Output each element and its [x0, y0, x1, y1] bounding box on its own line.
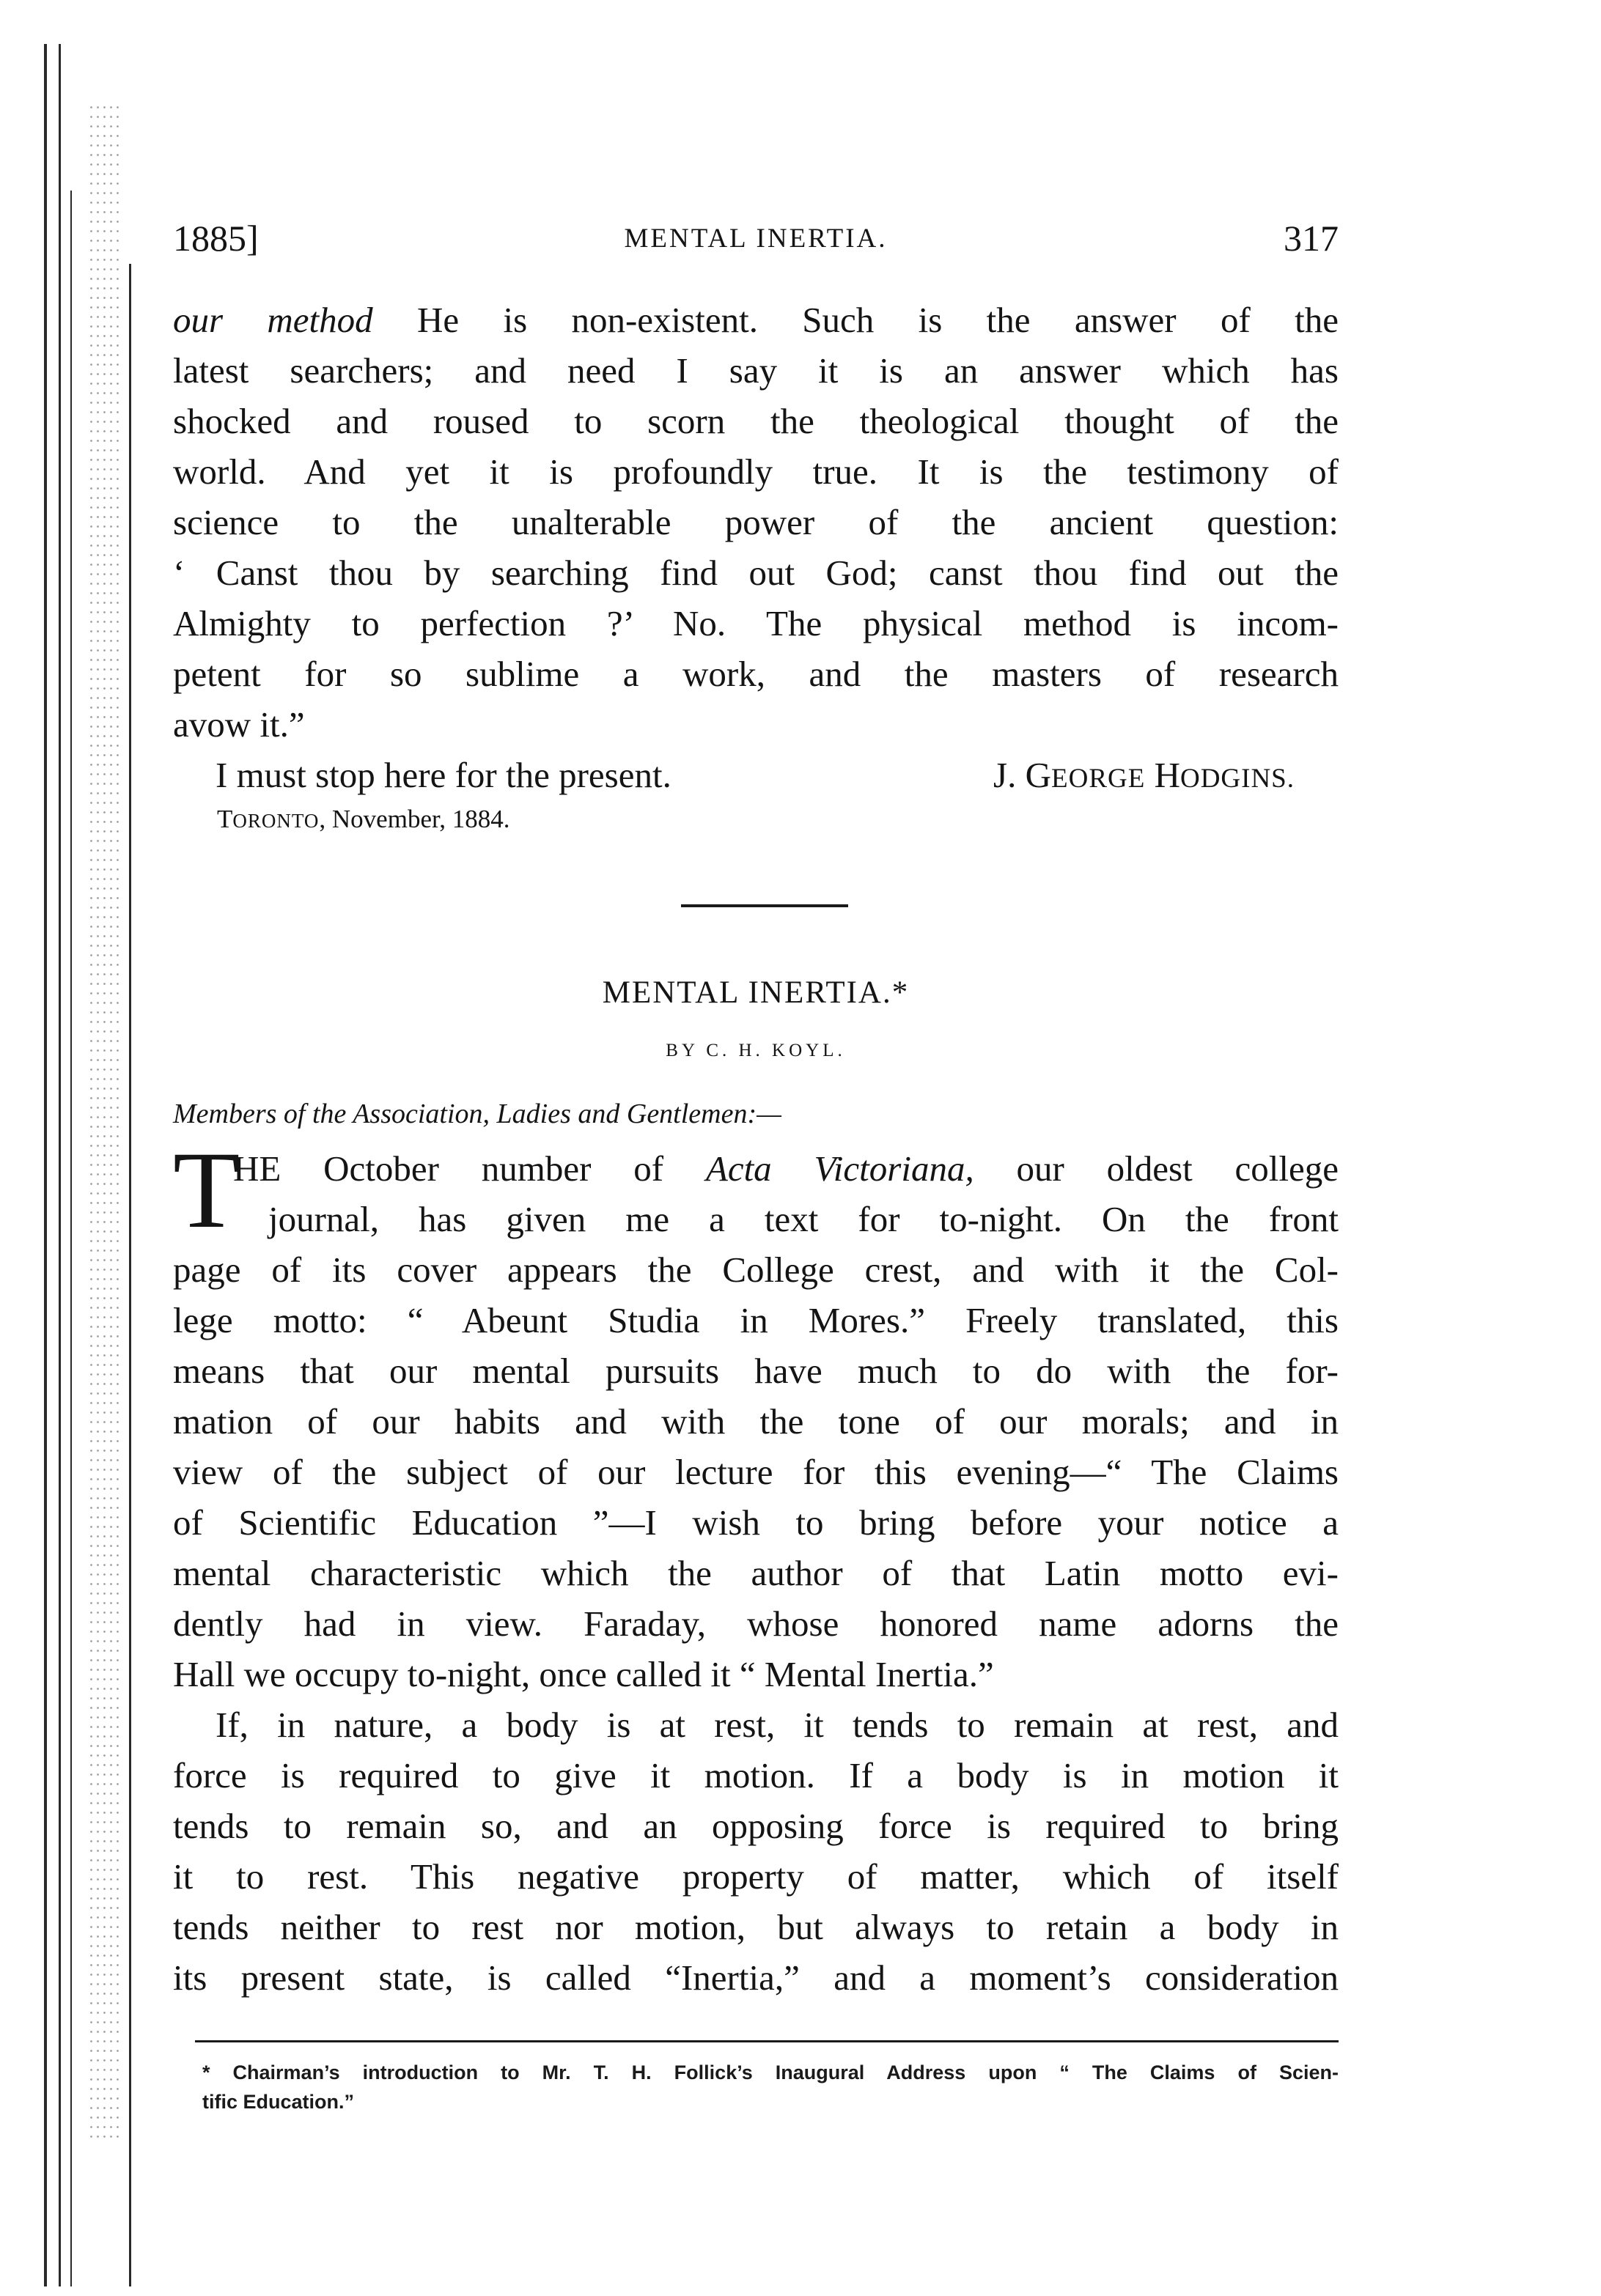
running-head-title: MENTAL INERTIA.: [624, 224, 888, 254]
text-line: force is required to give it motion. If a body is in motion it: [173, 1755, 1339, 1795]
closing-text: I must stop here for the present.: [216, 755, 671, 795]
text-line: HE October number of Acta Victoriana, our oldest college: [233, 1148, 1339, 1189]
page-number: 317: [1284, 218, 1339, 259]
closing-signature-line: [173, 750, 1339, 800]
text-line: latest searchers; and need I say it is an answer which has: [173, 350, 1339, 391]
text-line: tends to remain so, and an opposing force is required to bring: [173, 1806, 1339, 1846]
continued-text: [173, 295, 1339, 834]
text-line: page of its cover appears the College crest, and with it the Col-: [173, 1249, 1339, 1290]
text-line: our method He is non-existent. Such is the answer of the: [173, 300, 1339, 340]
article-title: MENTAL INERTIA.*: [602, 975, 910, 1010]
text-line: journal, has given me a text for to-night. On the front: [268, 1199, 1339, 1239]
text-line: science to the unalterable power of the ancient question:: [173, 502, 1339, 542]
footnote-rule: [195, 2040, 1339, 2042]
text-line: Hall we occupy to-night, once called it “ Mental Inertia.”: [173, 1654, 994, 1694]
text-line: dently had in view. Faraday, whose honored name adorns the: [173, 1603, 1339, 1644]
italic-phrase: Acta Victoriana,: [705, 1148, 974, 1189]
dateline: TORONTO, November, 1884.: [217, 805, 510, 833]
footnote-line: tific Education.”: [202, 2091, 355, 2113]
text-line: it to rest. This negative property of matter, which of itself: [173, 1856, 1339, 1897]
binding-edge: [43, 44, 130, 2286]
text-line: means that our mental pursuits have much to do with the for-: [173, 1351, 1339, 1391]
article-body: [173, 1129, 1339, 2003]
section-divider: [681, 904, 848, 907]
text-line: shocked and roused to scorn the theological thought of the: [173, 401, 1339, 441]
text-line: view of the subject of our lecture for this evening—“ The Claims: [173, 1452, 1339, 1492]
text-line: Almighty to perfection ?’ No. The physical method is incom-: [173, 603, 1339, 643]
text-line: avow it.”: [173, 704, 305, 745]
text-line: of Scientific Education ”—I wish to bring before your notice a: [173, 1502, 1339, 1543]
article-byline: BY C. H. KOYL.: [666, 1041, 846, 1060]
italic-phrase: our method: [173, 300, 373, 340]
drop-cap: T: [173, 1129, 240, 1251]
author-signature: J. GEORGE HODGINS.: [993, 755, 1295, 795]
running-head: [173, 217, 1339, 261]
text-line: lege motto: “ Abeunt Studia in Mores.” Freely translated, this: [173, 1300, 1339, 1340]
text-line: mental characteristic which the author of that Latin motto evi-: [173, 1553, 1339, 1593]
text-line: petent for so sublime a work, and the masters of research: [173, 654, 1339, 694]
running-head-year: 1885]: [173, 218, 259, 259]
text-line: world. And yet it is profoundly true. It is the testimony of: [173, 451, 1339, 492]
text-line: its present state, is called “Inertia,” and a moment’s consideration: [173, 1957, 1339, 1998]
footnote-line: * Chairman’s introduction to Mr. T. H. Follick’s Inaugural Address upon “ The Claims of Scien-: [202, 2061, 1339, 2083]
text-line: ‘ Canst thou by searching find out God; canst thou find out the: [173, 553, 1339, 593]
text-line: tends neither to rest nor motion, but always to retain a body in: [173, 1907, 1339, 1947]
text-line: mation of our habits and with the tone of our morals; and in: [173, 1401, 1339, 1442]
text-line: If, in nature, a body is at rest, it tends to remain at rest, and: [216, 1705, 1339, 1745]
footnote: [202, 2058, 1339, 2116]
salutation: Members of the Association, Ladies and Gentlemen:—: [173, 1099, 781, 1129]
